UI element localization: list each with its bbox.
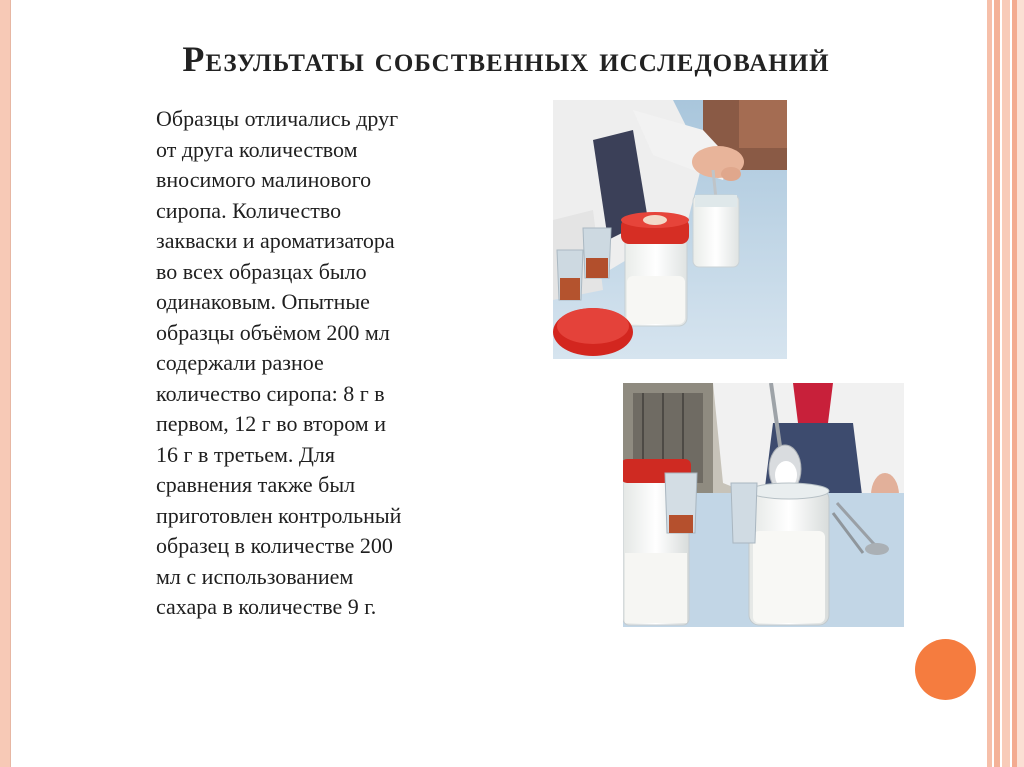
left-decorative-bar (0, 0, 10, 767)
decorative-orange-circle (915, 639, 976, 700)
right-decorative-stripes (984, 0, 1024, 767)
photo-checking-consistency-illustration (623, 383, 904, 627)
photo-checking-consistency (623, 383, 904, 627)
photo-stirring-sample (553, 100, 787, 359)
photo-stirring-sample-illustration (553, 100, 787, 359)
slide-body-text: Образцы отличались друг от друга количеством вносимого малинового сиропа. Количество закваски и ароматизатора во всех образцах было одинаковым. Опытные образцы объёмом 200 мл содержали разное количество сиропа: 8 г в первом, 12 г во втором и 16 г в третьем. Для сравнения также был приготовлен контрольный образец в количестве 200 мл с использованием сахара в количестве 9 г. (156, 106, 402, 619)
slide-title: Результаты собственных исследований (182, 39, 830, 79)
